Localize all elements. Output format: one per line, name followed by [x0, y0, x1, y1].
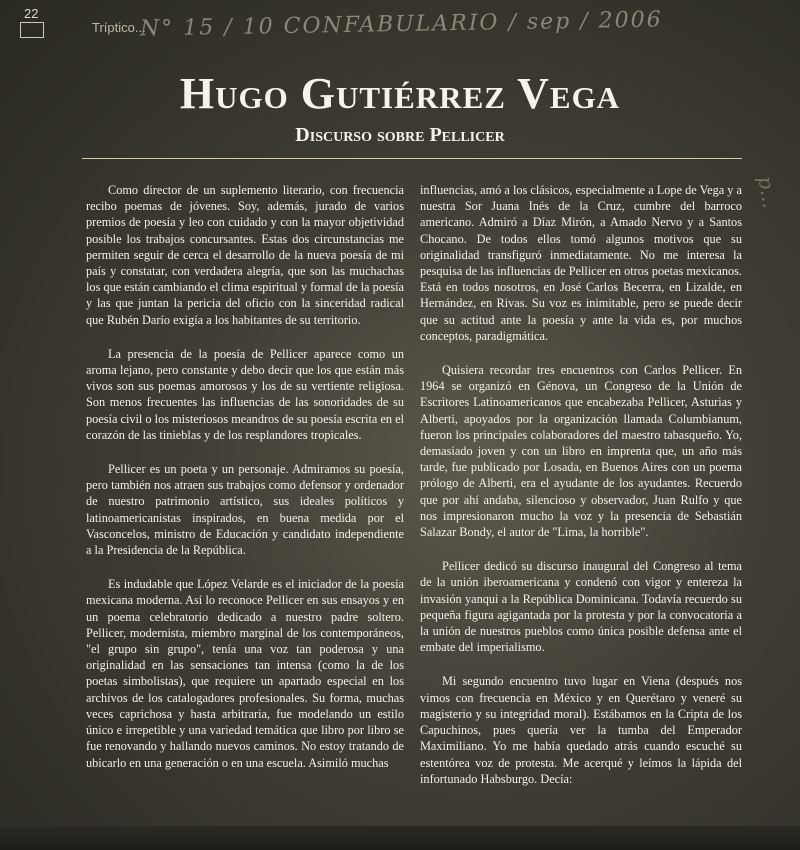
paragraph: Mi segundo encuentro tuvo lugar en Viena (después nos vimos con frecuencia en México y en Querétaro y veneré su magisterio y su integridad moral). Estábamos en la Cripta de los Capuchinos, pues quería ver la tumba del Emperador Maximiliano. Yo me había quedado atrás cuando escuché su estentórea voz de protesta. Me acerqué y leímos la lápida del infortunado Habsburgo. Decía:: [420, 674, 742, 786]
handwritten-note: N° 15 / 10 CONFABULARIO / sep / 2006: [139, 7, 663, 42]
paragraph: Quisiera recordar tres encuentros con Carlos Pellicer. En 1964 se organizó en Génova, un Congreso de la Unión de Escritores Latinoamericanos que encabezaba Pellicer, Asturias y Alberti, apoyados por la organización llamada Columbianum, fueron los principales colaboradores del maestro tabasqueño. Yo, demasiado joven y con un libro en imprenta que, un año más tarde, fue publicado por Losada, en Buenos Aires con un poema prólogo de Alberti, era el ayudante de los ayudantes. Recuerdo que por ahí andaba, silencioso y observador, Juan Rulfo y que nos impresionaron mucho la voz y la presencia de Sebastián Salazar Bondy, el autor de "Lima, la horrible".: [420, 363, 742, 540]
paragraph: influencias, amó a los clásicos, especialmente a Lope de Vega y a nuestra Sor Juana Inés de la Cruz, cumbre del barroco americano. Admiró a Díaz Mirón, a Amado Nervo y a Santos Chocano. De todos ellos tomó algunos motivos que su originalidad transfiguró inmediatamente. No me interesa la pesquisa de las influencias de Pellicer en otros poetas mexicanos. Está en todos nosotros, en José Carlos Becerra, en Lizalde, en Hernández, en Rivas. Su voz es inimitable, pero se puede decir que su actitud ante la poesía y ante la vida es, por muchos conceptos, paradigmática.: [420, 183, 742, 343]
paragraph: Pellicer es un poeta y un personaje. Admiramos su poesía, pero también nos atraen sus trabajos como defensor y ordenador de nuestro patrimonio artístico, sus ideales políticos y latinoamericanistas inspirados, en buena medida por el Vasconcelos, ministro de Educación y candidato independiente a la Presidencia de la República.: [86, 462, 404, 558]
paragraph: Como director de un suplemento literario, con frecuencia recibo poemas de jóvenes. Soy, además, jurado de varios premios de poesía y leo con cuidado y con la mayor objetividad posible los trabajos concursantes. Estas dos circunstancias me permiten seguir de cerca el desarrollo de la nueva poesía de mi país y constatar, con verdadera alegría, que son las muchachas los que están cambiando el clima espiritual y formal de la poesía y las que juntan la pericia del oficio con la sinceridad radical que Rubén Darío exigía a los habitantes de su territorio.: [86, 183, 404, 327]
page-number-box: [20, 22, 44, 38]
paragraph: Es indudable que López Velarde es el iniciador de la poesía mexicana moderna. Así lo reconoce Pellicer en sus ensayos y en un poema celebratorio dedicado a nuestro padre soltero. Pellicer, modernista, miembro marginal de los contemporáneos, "el grupo sin grupo", tenía una voz tan poderosa y una originalidad en las sensaciones tan intensa (como la de los poetas simbolistas), que requiere un apartado especial en los archivos de los catalogadores profesionales. Su forma, muchas veces caprichosa y hasta arbitraria, fue modelando un estilo único e irrepetible y una variedad temática que libro por libro se fue renovando y hallando nuevos caminos. No estoy tratando de ubicarlo en una generación o en una escuela. Asimiló muchas: [86, 577, 404, 770]
section-label: Tríptico...: [92, 20, 146, 35]
page-number: 22: [24, 6, 39, 21]
right-column: [420, 182, 742, 787]
margin-note: p...: [753, 174, 783, 210]
article-title: Hugo Gutiérrez Vega: [179, 69, 621, 118]
article-subtitle: Discurso sobre Pellicer: [295, 124, 505, 146]
left-column: [86, 182, 404, 771]
page-bottom-edge: [0, 826, 800, 850]
title-divider: [82, 158, 742, 159]
paragraph: La presencia de la poesía de Pellicer aparece como un aroma lejano, pero constante y debo decir que los que están más vivos son sus poemas amorosos y los de su vertiente religiosa. Son menos frecuentes las influencias de las sonoridades de su poesía civil o los misteriosos meandros de su poesía escrita en el corazón de las tinieblas y de los resplandores tropicales.: [86, 346, 404, 442]
paragraph: Pellicer dedicó su discurso inaugural del Congreso al tema de la unión iberoamericana y condenó con vigor y entereza la invasión yanqui a la República Dominicana. Todavía recuerdo su pequeña figura agigantada por la protesta y por la convocatoria a la unión de nuestros pueblos como única posible defensa ante el embate del imperialismo.: [420, 559, 742, 655]
